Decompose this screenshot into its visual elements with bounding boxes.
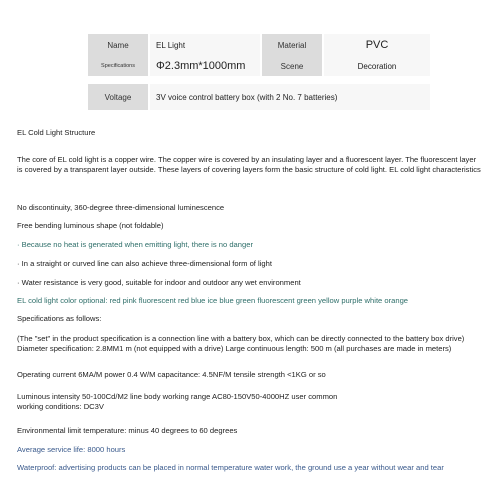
feature-line: Free bending luminous shape (not foldable)	[17, 221, 164, 230]
scene-label: Scene	[262, 56, 322, 76]
specs-heading: Specifications as follows:	[17, 314, 102, 323]
scene-value: Decoration	[324, 56, 430, 76]
environment-line: Environmental limit temperature: minus 40 degrees to 60 degrees	[17, 426, 238, 435]
material-label: Material	[262, 34, 322, 56]
service-life-line: Average service life: 8000 hours	[17, 445, 126, 454]
set-paragraph: (The "set" in the product specification is a connection line with a battery box, which can be directly connected to the battery box drive) Diameter specification: 2.8MM1 m (not equipped with a drive) Large continuous length: 500 m (all purchases are made in meters)	[17, 334, 465, 354]
voltage-value: 3V voice control battery box (with 2 No. 7 batteries)	[150, 84, 430, 110]
waterproof-line: Waterproof: advertising products can be placed in normal temperature water work, the ground use a year without wear and tear	[17, 463, 444, 472]
spec-value: Φ2.3mm*1000mm	[150, 56, 260, 76]
luminous-paragraph: Luminous intensity 50-100Cd/M2 line body working range AC80-150V50-4000HZ user common working conditions: DC3V	[17, 392, 338, 412]
feature-line: · Water resistance is very good, suitable for indoor and outdoor any wet environment	[17, 278, 301, 287]
feature-line: · In a straight or curved line can also achieve three-dimensional form of light	[17, 259, 272, 268]
colors-line: EL cold light color optional: red pink fluorescent red blue ice blue green fluorescent green yellow purple white orange	[17, 296, 409, 305]
structure-paragraph: The core of EL cold light is a copper wire. The copper wire is covered by an insulating layer and a fluorescent layer. The fluorescent layer is covered by a transparent layer outside. These layers of covering layers form the basic structure of cold light. EL cold light characteristics	[17, 155, 481, 175]
spec-label: Specifications	[88, 56, 148, 76]
feature-line: · Because no heat is generated when emitting light, there is no danger	[17, 240, 253, 249]
voltage-label: Voltage	[88, 84, 148, 110]
structure-heading: EL Cold Light Structure	[17, 128, 96, 137]
name-value: EL Light	[150, 34, 260, 56]
material-value: PVC	[324, 34, 430, 56]
operating-line: Operating current 6MA/M power 0.4 W/M capacitance: 4.5NF/M tensile strength <1KG or so	[17, 370, 326, 379]
feature-line: No discontinuity, 360-degree three-dimensional luminescence	[17, 203, 225, 212]
name-label: Name	[88, 34, 148, 56]
